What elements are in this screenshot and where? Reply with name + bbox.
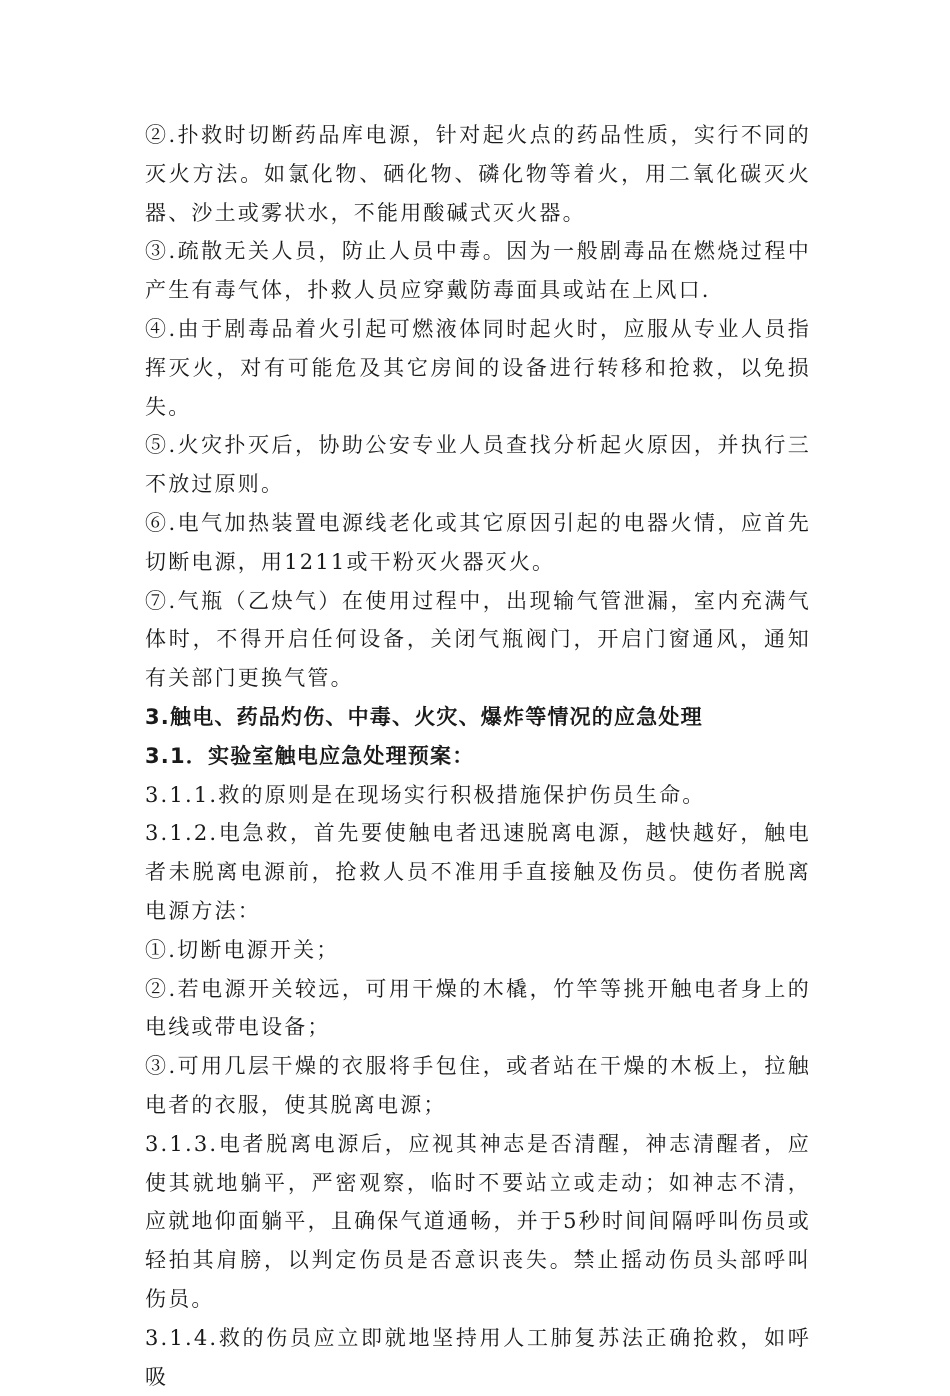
paragraph-item-7: ⑦.气瓶（乙炔气）在使用过程中，出现输气管泄漏，室内充满气体时，不得开启任何设备，关闭气瓶阀门，开启门窗通风，通知有关部门更换气管。 [145,588,811,691]
paragraph-item-5: ⑤.火灾扑灭后，协助公安专业人员查找分析起火原因，并执行三不放过原则。 [145,433,811,497]
paragraph-3-1-1: 3.1.1.救的原则是在现场实行积极措施保护伤员生命。 [145,782,706,807]
paragraph-3-1-3: 3.1.3.电者脱离电源后，应视其神志是否清醒，神志清醒者，应使其就地躺平，严密观察，临时不要站立或走动；如神志不清，应就地仰面躺平，且确保气道通畅，并于5秒时间间隔呼叫伤员或轻拍其肩膀，以判定伤员是否意识丧失。禁止摇动伤员头部呼叫伤员。 [145,1131,811,1311]
document-body [145,116,811,1396]
paragraph-item-3: ③.疏散无关人员，防止人员中毒。因为一般剧毒品在燃烧过程中产生有毒气体，扑救人员应穿戴防毒面具或站在上风口. [145,239,811,303]
paragraph-3-1-2: 3.1.2.电急救，首先要使触电者迅速脱离电源，越快越好，触电者未脱离电源前，抢救人员不准用手直接触及伤员。使伤者脱离电源方法： [145,821,811,923]
method-item-3: ③.可用几层干燥的衣服将手包住，或者站在干燥的木板上，拉触电者的衣服，使其脱离电源； [145,1054,811,1117]
method-item-1: ①.切断电源开关； [145,937,340,962]
method-item-2: ②.若电源开关较远，可用干燥的木橇，竹竿等挑开触电者身上的电线或带电设备； [145,976,811,1040]
paragraph-item-6: ⑥.电气加热装置电源线老化或其它原因引起的电器火情，应首先切断电源，用1211或干粉灭火器灭火。 [145,510,811,574]
paragraph-3-1-4: 3.1.4.救的伤员应立即就地坚持用人工肺复苏法正确抢救，如呼吸 [145,1325,811,1389]
paragraph-item-2: ②.扑救时切断药品库电源，针对起火点的药品性质，实行不同的灭火方法。如氯化物、硒化物、磷化物等着火，用二氧化碳灭火器、沙土或雾状水，不能用酸碱式灭火器。 [145,123,811,225]
paragraph-item-4: ④.由于剧毒品着火引起可燃液体同时起火时，应服从专业人员指挥灭火，对有可能危及其它房间的设备进行转移和抢救，以免损失。 [145,316,811,419]
subsection-heading: 3.1．实验室触电应急处理预案： [145,743,475,768]
section-heading: 3.触电、药品灼伤、中毒、火灾、爆炸等情况的应急处理 [145,704,703,729]
